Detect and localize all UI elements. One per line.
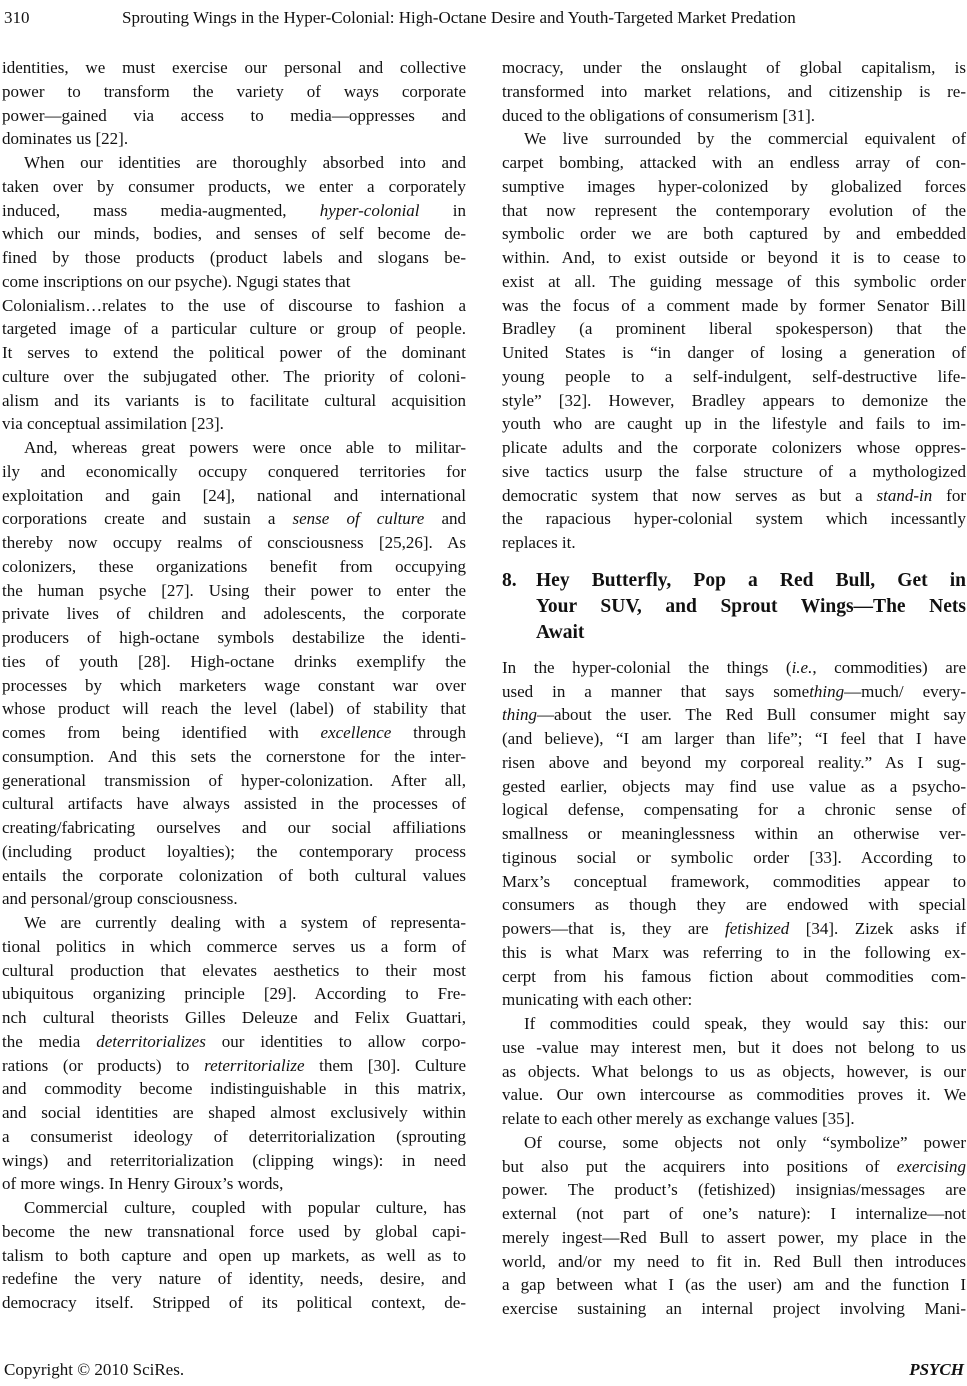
heading-line: Your SUV, and Sprout Wings—The Nets [536, 595, 966, 617]
italic-text: deterritorializes [96, 1031, 206, 1051]
text-line: the media deterritorializes our identities to allow corpo- [2, 1031, 466, 1051]
text-line: risen above and beyond my corporeal reality.” As I sug- [502, 752, 966, 772]
text-line: within. And, to exist outside or beyond it is to cease to [502, 248, 966, 267]
italic-text: hyper-colonial [319, 200, 420, 220]
text-line: gested earlier, objects may find use value as a psycho- [502, 776, 966, 796]
block-quote [2, 1196, 466, 1315]
text-line: and commodity become indistinguishable in this matrix, [2, 1079, 466, 1099]
block-quote [2, 294, 466, 437]
left-column [2, 56, 466, 1321]
text-line: was the focus of a comment made by former Senator Bill [502, 295, 966, 315]
text-line: processes by which marketers wage constant war over [2, 675, 466, 695]
text-line: Colonialism…relates to the use of discourse to fashion a [2, 295, 466, 315]
text-line: municating with each other: [502, 990, 693, 1010]
italic-text: thing [502, 705, 537, 725]
italic-text: exercising [896, 1156, 966, 1176]
text-line: wings) and reterritorialization (clipping wings): in need [2, 1150, 466, 1170]
text-line: of more wings. In Henry Giroux’s words, [2, 1174, 284, 1194]
text-line: consumers as though they are endowed with special [502, 895, 966, 915]
text-line: cultural artifacts have always assisted in the processes of [2, 794, 466, 814]
text-line: ties of youth [28]. High-octane drinks exemplify the [2, 651, 466, 671]
text-line: carpet bombing, attacked with an endless array of con- [502, 153, 966, 172]
text-line: fined by those products (product labels and slogans be- [2, 248, 466, 267]
text-line: this is what Marx was referring to in the following ex- [502, 942, 966, 962]
text-line: style” [32]. However, Bradley appears to demonize the [502, 390, 966, 410]
text-line: tiginous social or symbolic order [33]. According to [502, 847, 966, 867]
section-heading [502, 568, 966, 646]
paragraph [2, 151, 466, 294]
text-line: use -value may interest men, but it does not belong to us [502, 1037, 966, 1057]
text-line: the rapacious hyper-colonial system which incessantly [502, 509, 966, 529]
copyright-text: Copyright © 2010 SciRes. [4, 1360, 185, 1379]
heading-line: Hey Butterfly, Pop a Red Bull, Get in [536, 569, 966, 591]
text-line: external (not part of one’s nature): I internalize—not [502, 1204, 966, 1223]
text-line: targeted image of a particular culture or group of people. [2, 319, 466, 339]
paragraph [502, 1131, 966, 1321]
text-line: ily and economically occupy conquered territories for [2, 461, 466, 481]
text-line: power to transform the variety of ways corporate [2, 81, 466, 101]
italic-text: thing [809, 681, 845, 701]
text-line: sive tactics usurp the false structure of a mythologized [502, 461, 966, 481]
text-line: replaces it. [502, 533, 576, 552]
text-line: sumptive images hyper-colonized by globalized forces [502, 176, 966, 196]
paragraph [2, 436, 466, 911]
paragraph [502, 127, 966, 555]
article-body [2, 56, 966, 1321]
heading-line: Await [536, 621, 585, 643]
journal-name: PSYCH [909, 1360, 964, 1379]
paragraph [502, 656, 966, 1012]
paragraph [2, 56, 466, 151]
text-line: Commercial culture, coupled with popular culture, has [24, 1198, 466, 1217]
text-line: relate to each other merely as exchange values [35]. [502, 1109, 855, 1128]
text-line: alism and its variants is to facilitate cultural acquisition [2, 390, 466, 410]
text-line: private lives of children and adolescents, the corporate [2, 604, 466, 624]
text-line: young people to a self-indulgent, self-destructive life- [502, 366, 966, 386]
text-line: youth who are caught up in the lifestyle and fails to im- [502, 414, 966, 434]
italic-text: fetishized [725, 919, 790, 938]
section-number: 8. [502, 569, 517, 591]
text-line: corporations create and sustain a sense of culture and [2, 509, 467, 529]
text-line: thing—about the user. The Red Bull consumer might say [502, 705, 966, 725]
text-line: democratic system that now serves as but a stand-in for [502, 485, 966, 505]
text-line: ubiquitous organizing principle [29]. According to Fre- [2, 984, 466, 1004]
text-line: smallness or meaninglessness within an otherwise ver- [502, 824, 966, 843]
text-line: We are currently dealing with a system of representa- [24, 913, 466, 932]
block-quote [502, 56, 966, 127]
text-line: comes from being identified with excellence through [2, 723, 466, 742]
block-quote [502, 1012, 966, 1131]
page-number: 310 [4, 8, 30, 27]
paragraph [2, 911, 466, 1196]
text-line: Marx’s conceptual framework, commodities appear to [502, 871, 966, 891]
text-line: Of course, some objects not only “symbolize” power [524, 1132, 966, 1152]
text-line: It serves to extend the political power of the dominant [2, 343, 466, 362]
text-line: generational transmission of hyper-colonization. After all, [2, 770, 466, 790]
text-line: cultural production that elevates aesthetics to their most [2, 960, 466, 980]
text-line: and personal/group consciousness. [2, 889, 238, 909]
text-line: consumption. And this sets the cornerstone for the inter- [2, 746, 466, 766]
text-line: transformed into market relations, and citizenship is re- [502, 81, 966, 101]
text-line: When our identities are thoroughly absorbed into and [24, 153, 466, 172]
text-line: taken over by consumer products, we enter a corporately [2, 176, 466, 196]
text-line: logical defense, compensating for a chronic sense of [502, 800, 966, 820]
text-line: mocracy, under the onslaught of global capitalism, is [502, 58, 966, 77]
text-line: that now represent the contemporary evolution of the [502, 200, 966, 220]
italic-text: excellence [320, 723, 392, 742]
text-line: exist at all. The guiding message of this symbolic order [502, 271, 966, 291]
text-line: entails the corporate colonization of both cultural values [2, 865, 466, 885]
text-line: and social identities are shaped almost exclusively within [2, 1103, 466, 1122]
text-line: as objects. What belongs to us as objects, however, is our [502, 1061, 966, 1081]
text-line: tional politics in which commerce serves us a form of [2, 936, 466, 956]
text-line: Bradley (a prominent liberal spokesperson) that the [502, 319, 966, 339]
italic-text: i.e. [791, 657, 813, 677]
text-line: identities, we must exercise our personal and collective [2, 58, 466, 77]
text-line: producers of high-octane symbols destabilize the identi- [2, 628, 466, 647]
text-line: dominates us [22]. [2, 129, 129, 149]
text-line: powers—that is, they are fetishized [34]. Zizek asks if [502, 919, 967, 938]
text-line: power—gained via access to media—oppresses and [2, 105, 466, 125]
text-line: If commodities could speak, they would say this: our [524, 1014, 966, 1033]
text-line: symbolic order we are both captured by and embedded [502, 224, 966, 244]
italic-text: sense of culture [292, 509, 425, 529]
text-line: merely ingest—Red Bull to assert power, my place in the [502, 1227, 966, 1247]
text-line: induced, mass media-augmented, hyper-colonial in [2, 200, 466, 220]
text-line: world, and/or my need to fit in. Red Bull then introduces [502, 1251, 966, 1271]
text-line: colonizers, these organizations benefit from occupying [2, 556, 466, 576]
text-line: the human psyche [27]. Using their power to enter the [2, 580, 466, 600]
text-line: which our minds, bodies, and senses of self become de- [2, 224, 466, 244]
text-line: power. The product’s (fetishized) insignias/messages are [502, 1180, 966, 1200]
text-line: rations (or products) to reterritorialize them [30]. Culture [2, 1055, 466, 1075]
text-line: (and believe), “I am larger than life”; “I feel that I have [502, 729, 966, 748]
text-line: duced to the obligations of consumerism [31]. [502, 105, 816, 125]
text-line: but also put the acquirers into positions of exercising [502, 1156, 966, 1176]
text-line: whose product will reach the level (label) of stability that [2, 699, 466, 719]
text-line: redefine the very nature of identity, needs, desire, and [2, 1269, 466, 1289]
text-line: cerpt from his famous fiction about commodities com- [502, 966, 966, 986]
text-line: thereby now occupy realms of consciousness [25,26]. As [2, 533, 466, 552]
page-footer [0, 1360, 967, 1382]
text-line: a consumerist ideology of deterritorialization (sprouting [2, 1126, 466, 1146]
text-line: value. Our own intercourse as commodities proves it. We [502, 1085, 966, 1105]
text-line: a gap between what I (as the user) am and the function I [502, 1275, 966, 1295]
italic-text: stand-in [876, 485, 933, 505]
text-line: plicate adults and the corporate colonizers whose oppres- [502, 438, 966, 457]
page-header [0, 8, 967, 30]
text-line: democracy itself. Stripped of its political context, de- [2, 1293, 466, 1312]
text-line: via conceptual assimilation [23]. [2, 414, 224, 434]
italic-text: reterritorialize [204, 1055, 305, 1075]
text-line: talism to both capture and open up markets, as well as to [2, 1245, 466, 1265]
text-line: In the hyper-colonial the things (i.e., commodities) are [502, 657, 966, 677]
text-line: United States is “in danger of losing a generation of [502, 343, 966, 362]
text-line: creating/fabricating ourselves and our social affiliations [2, 818, 466, 837]
text-line: nch cultural theorists Gilles Deleuze and Felix Guattari, [2, 1008, 466, 1027]
text-line: used in a manner that says something—much/ every- [502, 681, 967, 701]
text-line: exercise sustaining an internal project involving Mani- [502, 1299, 966, 1318]
text-line: culture over the subjugated other. The priority of coloni- [2, 366, 466, 386]
text-line: We live surrounded by the commercial equivalent of [524, 129, 966, 149]
text-line: (including product loyalties); the contemporary process [2, 841, 466, 861]
running-title: Sprouting Wings in the Hyper-Colonial: High-Octane Desire and Youth-Targeted Market Predation [122, 8, 796, 27]
text-line: And, whereas great powers were once able to militar- [24, 438, 466, 457]
text-line: become the new transnational force used by global capi- [2, 1221, 466, 1241]
right-column [502, 56, 966, 1321]
text-line: come inscriptions on our psyche). Ngugi states that [2, 271, 351, 291]
text-line: exploitation and gain [24], national and international [2, 485, 466, 505]
